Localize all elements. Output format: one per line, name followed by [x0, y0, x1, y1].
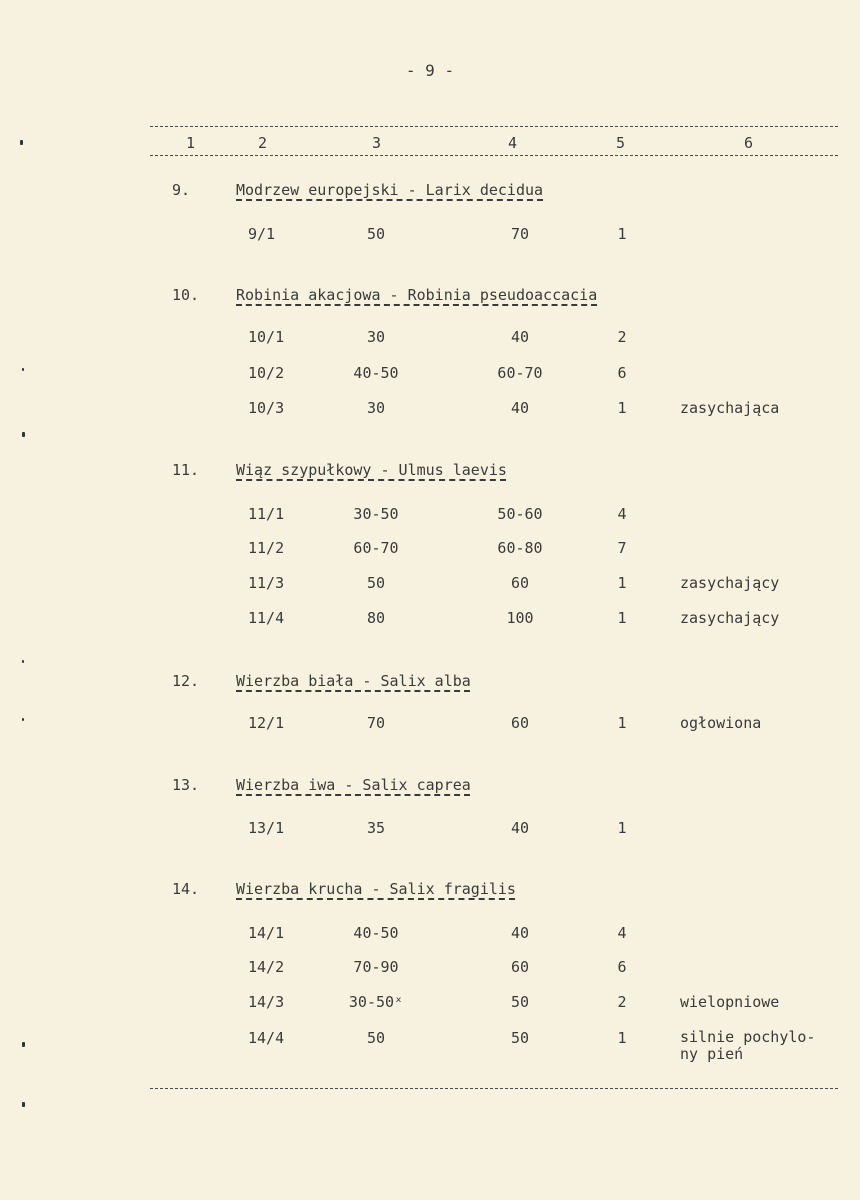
species-number: 14.: [172, 880, 200, 898]
column-header-6: 6: [744, 134, 754, 152]
row-id: 12/1: [248, 714, 285, 732]
row-col3: 50: [366, 1029, 386, 1047]
table-row: [0, 328, 860, 348]
margin-mark: [20, 140, 23, 145]
table-row: [0, 924, 860, 944]
row-col3: 50: [366, 574, 386, 592]
table-row: [0, 1029, 860, 1069]
column-header-4: 4: [508, 134, 518, 152]
row-col5: 6: [617, 958, 627, 976]
row-id: 10/2: [248, 364, 285, 382]
row-col5: 4: [617, 505, 627, 523]
row-col5: 6: [617, 364, 627, 382]
table-row: [0, 958, 860, 978]
species-number: 12.: [172, 672, 200, 690]
header-top-rule: [150, 126, 838, 127]
row-col5: 2: [617, 328, 627, 346]
table-row: [0, 364, 860, 384]
row-col4: 50: [510, 993, 530, 1011]
row-col4: 60: [510, 574, 530, 592]
row-col5: 1: [617, 399, 627, 417]
table-row: [0, 819, 860, 839]
row-id: 14/1: [248, 924, 285, 942]
row-id: 10/3: [248, 399, 285, 417]
row-col5: 7: [617, 539, 627, 557]
row-id: 10/1: [248, 328, 285, 346]
column-header-1: 1: [186, 134, 196, 152]
row-col4: 60-80: [497, 539, 543, 557]
row-col3: 40-50: [353, 924, 399, 942]
species-name: Robinia akacjowa - Robinia pseudoaccacia: [236, 286, 598, 304]
row-col4: 60-70: [497, 364, 543, 382]
page-number: - 9 -: [405, 61, 455, 80]
margin-mark: [22, 660, 24, 663]
table-row: [0, 539, 860, 559]
row-col4: 50: [510, 1029, 530, 1047]
row-col5: 1: [617, 819, 627, 837]
row-col4: 60: [510, 958, 530, 976]
row-col4: 70: [510, 225, 530, 243]
margin-mark: [22, 1102, 25, 1107]
row-note: silnie pochylo- ny pień: [680, 1028, 816, 1063]
margin-mark: [22, 368, 24, 371]
header-bottom-rule: [150, 155, 838, 156]
row-id: 13/1: [248, 819, 285, 837]
row-note: zasychający: [680, 574, 780, 592]
row-col3: 30: [366, 399, 386, 417]
row-note: ogłowiona: [680, 714, 762, 732]
row-col5: 1: [617, 225, 627, 243]
species-number: 9.: [172, 181, 191, 199]
row-col5: 1: [617, 714, 627, 732]
row-col4: 40: [510, 399, 530, 417]
row-id: 11/3: [248, 574, 285, 592]
row-col4: 100: [506, 609, 534, 627]
margin-mark: [22, 432, 25, 437]
row-col5: 1: [617, 574, 627, 592]
row-col3: 70-90: [353, 958, 399, 976]
row-note: zasychający: [680, 609, 780, 627]
column-header-2: 2: [258, 134, 268, 152]
row-col4: 40: [510, 819, 530, 837]
species-name: Wiąz szypułkowy - Ulmus laevis: [236, 461, 507, 479]
species-name: Wierzba iwa - Salix caprea: [236, 776, 471, 794]
species-name: Wierzba krucha - Salix fragilis: [236, 880, 516, 898]
table-row: [0, 399, 860, 419]
row-col5: 1: [617, 1029, 627, 1047]
row-col3: 80: [366, 609, 386, 627]
species-name: Modrzew europejski - Larix decidua: [236, 181, 544, 199]
table-row: [0, 574, 860, 594]
row-col3: 35: [366, 819, 386, 837]
table-row: [0, 505, 860, 525]
species-number: 13.: [172, 776, 200, 794]
row-col3: 50: [366, 225, 386, 243]
row-id: 14/2: [248, 958, 285, 976]
column-header-5: 5: [616, 134, 626, 152]
row-id: 11/4: [248, 609, 285, 627]
row-id: 11/2: [248, 539, 285, 557]
table-row: [0, 993, 860, 1013]
row-col4: 40: [510, 328, 530, 346]
species-number: 11.: [172, 461, 200, 479]
row-col3: 70: [366, 714, 386, 732]
row-col4: 40: [510, 924, 530, 942]
row-note: zasychająca: [680, 399, 780, 417]
row-col5: 2: [617, 993, 627, 1011]
table-bottom-rule: [150, 1088, 838, 1089]
row-col5: 4: [617, 924, 627, 942]
table-row: [0, 609, 860, 629]
table-row: [0, 714, 860, 734]
row-id: 14/3: [248, 993, 285, 1011]
row-id: 11/1: [248, 505, 285, 523]
row-col3: 30: [366, 328, 386, 346]
row-col3: 60-70: [353, 539, 399, 557]
row-id: 9/1: [248, 225, 276, 243]
row-col5: 1: [617, 609, 627, 627]
row-col3: 40-50: [353, 364, 399, 382]
margin-mark: [22, 1042, 25, 1047]
column-header-3: 3: [372, 134, 382, 152]
row-id: 14/4: [248, 1029, 285, 1047]
row-col3: 30-50ˣ: [348, 993, 404, 1011]
margin-mark: [22, 718, 24, 721]
row-col4: 60: [510, 714, 530, 732]
row-col3: 30-50: [353, 505, 399, 523]
column-header-row: [150, 134, 838, 154]
row-col4: 50-60: [497, 505, 543, 523]
table-row: [0, 225, 860, 245]
row-note: wielopniowe: [680, 993, 780, 1011]
species-number: 10.: [172, 286, 200, 304]
species-name: Wierzba biała - Salix alba: [236, 672, 471, 690]
